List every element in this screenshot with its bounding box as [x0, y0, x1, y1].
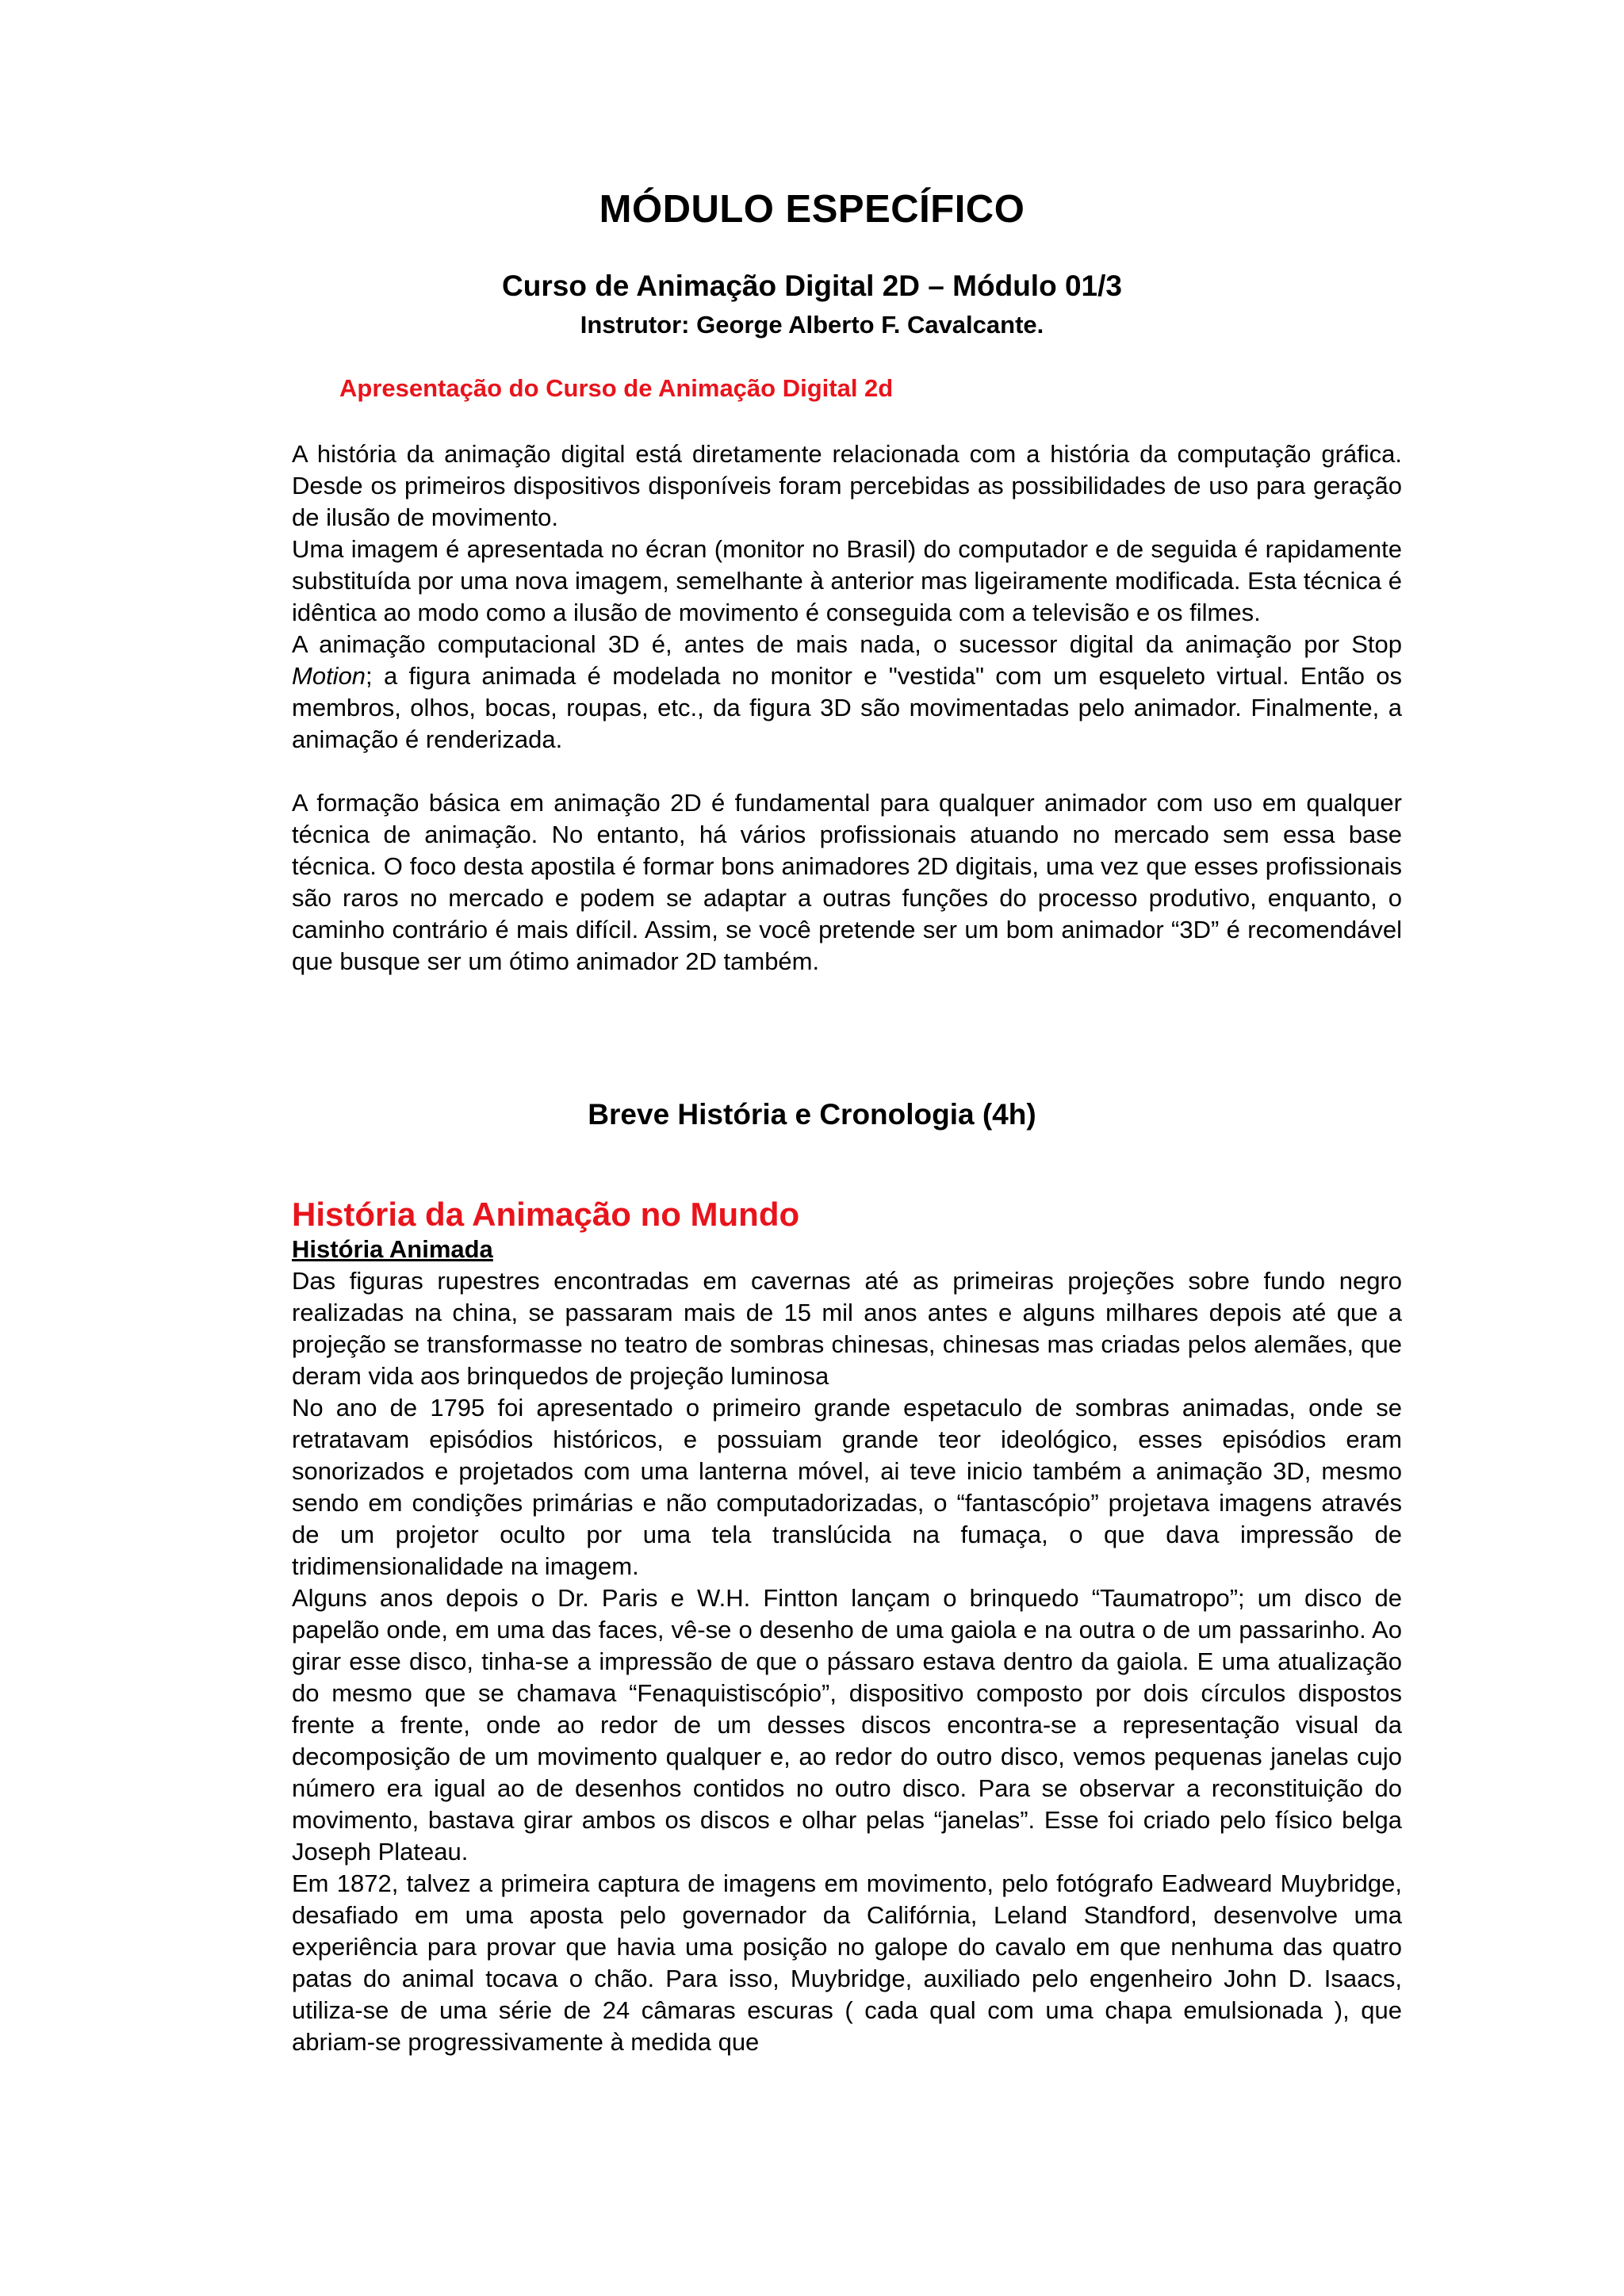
presentation-section	[292, 438, 1402, 978]
intro-paragraph-4: A formação básica em animação 2D é fundamental para qualquer animador com uso em qualquer técnica de animação. No entanto, há vários profissionais atuando no mercado sem essa base técnica. O foco desta apostila é formar bons animadores 2D digitais, uma vez que esses profissionais são raros no mercado e podem se adaptar a outras funções do processo produtivo, enquanto, o caminho contrário é mais difícil. Assim, se você pretende ser um bom animador “3D” é recomendável que busque ser um ótimo animador 2D também.	[292, 789, 1402, 975]
chronology-heading: Breve História e Cronologia (4h)	[588, 1098, 1036, 1131]
intro-paragraph-1: A história da animação digital está diretamente relacionada com a história da computação gráfica. Desde os primeiros dispositivos disponíveis foram percebidas as possibilidades de uso para geração de ilusão de movimento.	[292, 440, 1402, 531]
page-title: MÓDULO ESPECÍFICO	[599, 188, 1025, 231]
intro-paragraph-3-end: ; a figura animada é modelada no monitor e "vestida" com um esqueleto virtual. Então os membros, olhos, bocas, roupas, etc., da figura 3D são movimentadas pelo animador. Finalmente, a animação é renderizada.	[292, 662, 1402, 753]
animated-history-subheading: História Animada	[292, 1235, 493, 1263]
instructor-line: Instrutor: George Alberto F. Cavalcante.	[580, 311, 1044, 339]
intro-paragraph-3	[292, 629, 1402, 756]
presentation-heading: Apresentação do Curso de Animação Digital 2d	[339, 374, 894, 402]
history-paragraph-3: Alguns anos depois o Dr. Paris e W.H. Fintton lançam o brinquedo “Taumatropo”; um disco de papelão onde, em uma das faces, vê-se o desenho de uma gaiola e na outra o de um passarinho. Ao girar esse disco, tinha-se a impressão de que o pássaro estava dentro da gaiola. E uma atualização do mesmo que se chamava “Fenaquistiscópio”, dispositivo composto por dois círculos dispostos frente a frente, onde ao redor de um desses discos encontra-se a representação visual da decomposição de um movimento qualquer e, ao redor do outro disco, vemos pequenas janelas cujo número era igual ao de desenhos contidos no outro disco. Para se observar a reconstituição do movimento, bastava girar ambos os discos e olhar pelas “janelas”. Esse foi criado pelo físico belga Joseph Plateau.	[292, 1584, 1402, 1866]
history-paragraph-1: Das figuras rupestres encontradas em cavernas até as primeiras projeções sobre fundo negro realizadas na china, se passaram mais de 15 mil anos antes e alguns milhares depois até que a projeção se transformasse no teatro de sombras chinesas, chinesas mas criadas pelos alemães, que deram vida aos brinquedos de projeção luminosa	[292, 1267, 1402, 1390]
history-paragraph-4: Em 1872, talvez a primeira captura de imagens em movimento, pelo fotógrafo Eadweard Muybridge, desafiado em uma aposta pelo governador da Califórnia, Leland Standford, desenvolve uma experiência para provar que havia uma posição no galope do cavalo em que nenhuma das quatro patas do animal tocava o chão. Para isso, Muybridge, auxiliado pelo engenheiro John D. Isaacs, utiliza-se de uma série de 24 câmaras escuras ( cada qual com uma chapa emulsionada ), que abriam-se progressivamente à medida que	[292, 1869, 1402, 2056]
history-paragraph-2: No ano de 1795 foi apresentado o primeiro grande espetaculo de sombras animadas, onde se retratavam episódios históricos, e possuiam grande teor ideológico, esses episódios eram sonorizados e projetados com uma lanterna móvel, ai teve inicio também a animação 3D, mesmo sendo em condições primárias e não computadorizadas, o “fantascópio” projetava imagens através de um projetor oculto por uma tela translúcida na fumaça, o que dava impressão de tridimensionalidade na imagem.	[292, 1394, 1402, 1580]
stop-motion-term: Motion	[292, 662, 366, 690]
intro-paragraph-3-start: A animação computacional 3D é, antes de mais nada, o sucessor digital da animação por Stop	[292, 630, 1402, 658]
intro-paragraph-2: Uma imagem é apresentada no écran (monitor no Brasil) do computador e de seguida é rapidamente substituída por uma nova imagem, semelhante à anterior mas ligeiramente modificada. Esta técnica é idêntica ao modo como a ilusão de movimento é conseguida com a televisão e os filmes.	[292, 535, 1402, 626]
world-history-heading: História da Animação no Mundo	[292, 1196, 800, 1233]
course-title: Curso de Animação Digital 2D – Módulo 01/3	[502, 270, 1122, 302]
world-history-section	[292, 1265, 1402, 2058]
